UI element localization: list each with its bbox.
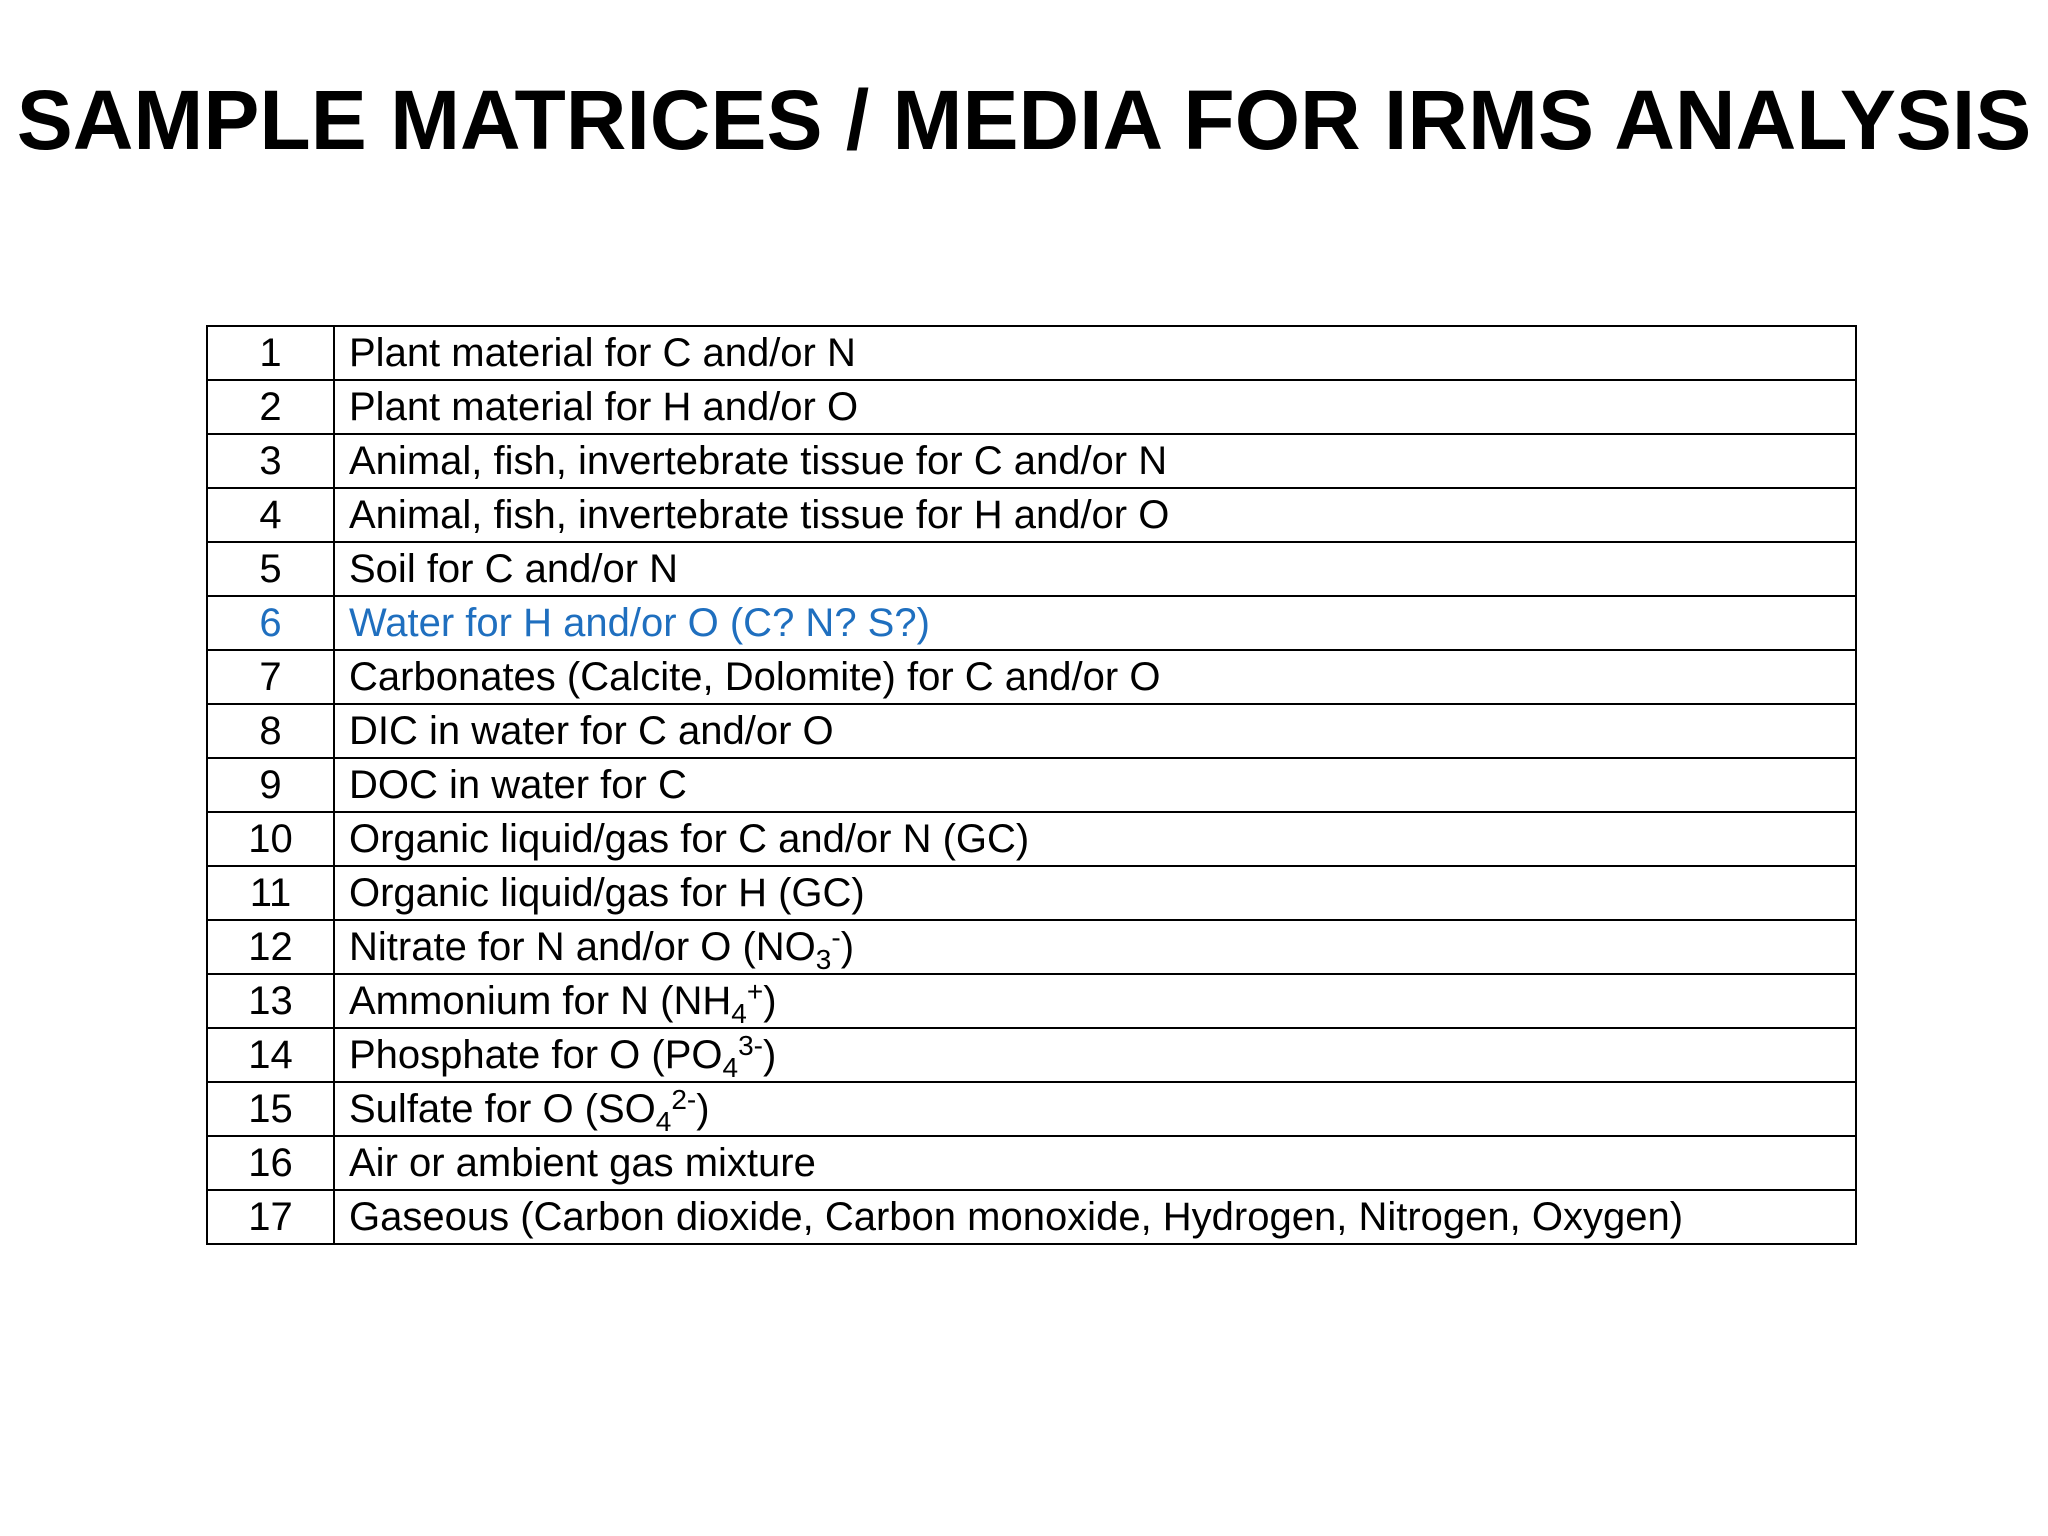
row-number: 11 bbox=[207, 866, 334, 920]
table-row bbox=[207, 380, 1856, 434]
table-row-highlighted bbox=[207, 596, 1856, 650]
table-row bbox=[207, 434, 1856, 488]
table-row bbox=[207, 812, 1856, 866]
sample-matrices-table bbox=[206, 325, 1857, 1245]
row-description bbox=[334, 974, 1856, 1028]
row-description bbox=[334, 1028, 1856, 1082]
row-number: 1 bbox=[207, 326, 334, 380]
row-description: Water for H and/or O (C? N? S?) bbox=[334, 596, 1856, 650]
row-description: Plant material for H and/or O bbox=[334, 380, 1856, 434]
row-number: 15 bbox=[207, 1082, 334, 1136]
table-row bbox=[207, 650, 1856, 704]
table-row bbox=[207, 326, 1856, 380]
row-number: 13 bbox=[207, 974, 334, 1028]
row-number: 5 bbox=[207, 542, 334, 596]
row-number: 6 bbox=[207, 596, 334, 650]
description-text-end: ) bbox=[840, 925, 855, 969]
row-description bbox=[334, 920, 1856, 974]
table-row bbox=[207, 1028, 1856, 1082]
formula-subscript: 4 bbox=[722, 1051, 739, 1082]
row-description: Carbonates (Calcite, Dolomite) for C and/or O bbox=[334, 650, 1856, 704]
row-description: Air or ambient gas mixture bbox=[334, 1136, 1856, 1190]
row-description: Soil for C and/or N bbox=[334, 542, 1856, 596]
row-description: Animal, fish, invertebrate tissue for C and/or N bbox=[334, 434, 1856, 488]
table-row bbox=[207, 920, 1856, 974]
row-number: 10 bbox=[207, 812, 334, 866]
row-description: Plant material for C and/or N bbox=[334, 326, 1856, 380]
description-text: Nitrate for N and/or O (NO bbox=[349, 925, 816, 969]
row-number: 12 bbox=[207, 920, 334, 974]
description-text: Ammonium for N (NH bbox=[349, 979, 732, 1023]
row-number: 16 bbox=[207, 1136, 334, 1190]
row-description: Gaseous (Carbon dioxide, Carbon monoxide, Hydrogen, Nitrogen, Oxygen) bbox=[334, 1190, 1856, 1244]
formula-subscript: 4 bbox=[655, 1105, 672, 1136]
row-description: DOC in water for C bbox=[334, 758, 1856, 812]
formula-subscript: 3 bbox=[815, 943, 832, 974]
table-row bbox=[207, 866, 1856, 920]
description-text: Sulfate for O (SO bbox=[349, 1087, 656, 1131]
row-description bbox=[334, 1082, 1856, 1136]
table-row bbox=[207, 542, 1856, 596]
row-description: Organic liquid/gas for H (GC) bbox=[334, 866, 1856, 920]
slide-title: SAMPLE MATRICES / MEDIA FOR IRMS ANALYSIS bbox=[16, 73, 2032, 167]
formula-superscript: - bbox=[831, 922, 841, 954]
description-text: Phosphate for O (PO bbox=[349, 1033, 723, 1077]
row-description: Organic liquid/gas for C and/or N (GC) bbox=[334, 812, 1856, 866]
table-row bbox=[207, 1082, 1856, 1136]
row-description: DIC in water for C and/or O bbox=[334, 704, 1856, 758]
row-number: 4 bbox=[207, 488, 334, 542]
row-number: 2 bbox=[207, 380, 334, 434]
row-number: 3 bbox=[207, 434, 334, 488]
table-row bbox=[207, 758, 1856, 812]
formula-superscript: 2- bbox=[671, 1084, 697, 1116]
description-text-end: ) bbox=[763, 1033, 777, 1077]
description-text-end: ) bbox=[696, 1087, 710, 1131]
row-number: 17 bbox=[207, 1190, 334, 1244]
row-number: 9 bbox=[207, 758, 334, 812]
table-row bbox=[207, 974, 1856, 1028]
row-description: Animal, fish, invertebrate tissue for H and/or O bbox=[334, 488, 1856, 542]
row-number: 8 bbox=[207, 704, 334, 758]
formula-superscript: + bbox=[746, 976, 764, 1008]
row-number: 7 bbox=[207, 650, 334, 704]
row-number: 14 bbox=[207, 1028, 334, 1082]
formula-subscript: 4 bbox=[731, 997, 747, 1028]
table-row bbox=[207, 1136, 1856, 1190]
table-row bbox=[207, 1190, 1856, 1244]
formula-superscript: 3- bbox=[738, 1030, 763, 1062]
table-row bbox=[207, 488, 1856, 542]
description-text-end: ) bbox=[763, 979, 777, 1023]
table-row bbox=[207, 704, 1856, 758]
